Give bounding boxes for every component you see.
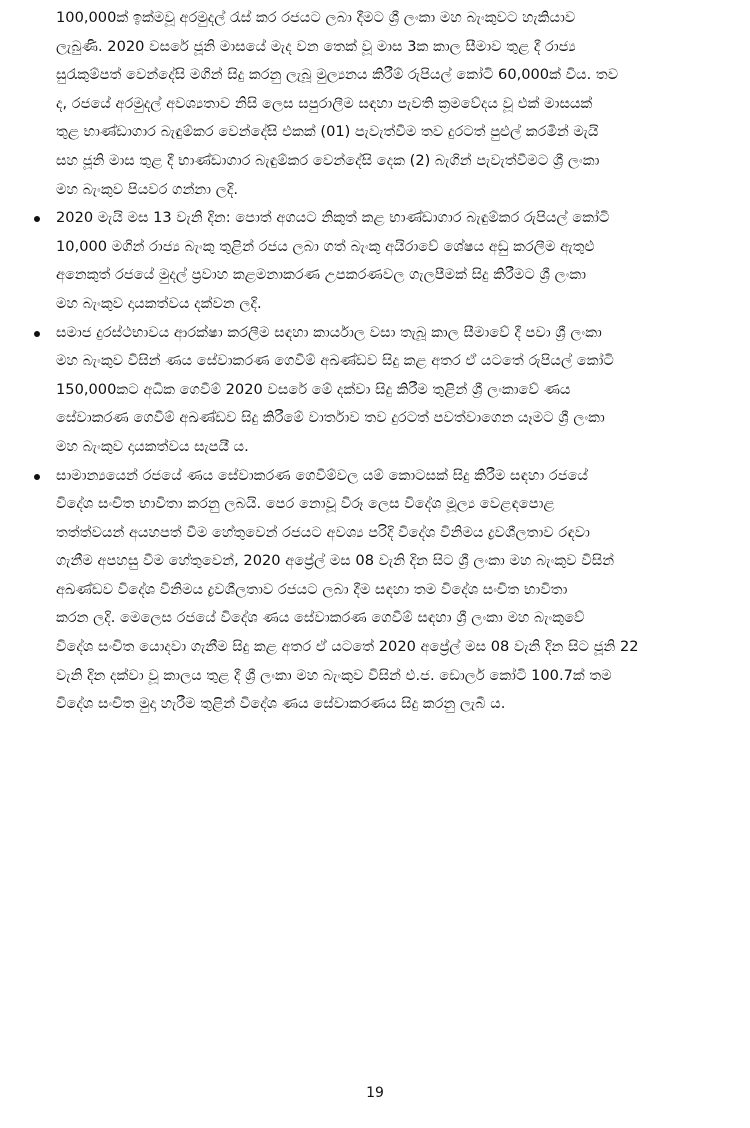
bullet-line: විදේශ සංචිත භාවිතා කරනු ලබයි. පෙර නොවූ විරූ ලෙස විදේශ මූල්‍ය වෙළඳපොළ [56,495,555,513]
bullet-item-1 [56,204,708,318]
bullet-line: තත්ත්වයන් අයහපත් වීම හේතුවෙන් රජයට අවශ්‍ය පරිදි විදේශ විනිමය ද්‍රවශීලතාව රඳවා [56,523,590,541]
bullet-icon [34,331,40,337]
bullet-line: 150,000කට අධික ගෙවීම් 2020 වසරේ මේ දක්වා සිදු කිරීම තුළින් ශ්‍රී ලංකාවේ ණය [56,380,571,398]
bullet-item-3 [56,462,708,719]
continued-paragraph [56,4,708,204]
paragraph-line: සුරැකුම්පත් වෙන්දේසි මගින් සිදු කරනු ලැබූ මුල්‍යනය කිරීම් රුපියල් කෝටි 60,000ක් විය. තව [56,66,619,84]
bullet-line: මහ බැංකුව විසින් ණය සේවාකරණ ගෙවීම් අඛණ්ඩව සිදු කළ අතර ඒ යටතේ රුපියල් කෝටි [56,352,614,370]
bullet-line: 2020 මැයි මස 13 වැනි දින: පොත් අගයට නිකුත් කළ භාණ්ඩාගාර බැඳුම්කර රුපියල් කෝටි [56,209,610,227]
bullet-line: සාමාන්‍යයෙන් රජයේ ණය සේවාකරණ ගෙවීම්වල යම් කොටසක් සිදු කිරීම සඳහා රජයේ [56,466,589,484]
paragraph-line: ලැබුණි. 2020 වසරේ ජූනි මාසයේ මැද වන තෙක් වූ මාස 3ක කාල සීමාව තුළ දී රාජ්‍ය [56,37,576,55]
page-number: 19 [366,1085,384,1101]
bullet-line: අඛණ්ඩව විදේශ විනිමය ද්‍රවශීලතාව රජයට ලබා දීම සඳහා තම විදේශ සංචිත භාවිතා [56,580,568,598]
paragraph-line: ද, රජයේ අරමුදල් අවශ්‍යතාව නිසි ලෙස සපුරාලීම සඳහා පැවති ක්‍රමවේදය වූ එක් මාසයක් [56,94,593,112]
bullet-line: විදේශ සංචිත යොදවා ගැනීම සිදු කළ අතර ඒ යටතේ 2020 අප්‍රේල් මස 08 වැනි දින සිට ජූනි 22 [56,638,639,656]
bullet-icon [34,216,40,222]
paragraph-line: සහ ජූනි මාස තුළ දී භාණ්ඩාගාර බැඳුම්කර වෙන්දේසි දෙක (2) බැගින් පැවැත්වීමට ශ්‍රී ලංකා [56,151,600,169]
bullet-line: ගැනීම අපහසු වීම හේතුවෙන්, 2020 අප්‍රේල් මස 08 වැනි දින සිට ශ්‍රී ලංකා මහ බැංකුව විසින් [56,552,615,570]
bullet-line: සමාජ දුරස්ථභාවය ආරක්ෂා කරලීම සඳහා කාර්යාල වසා තැබූ කාල සීමාවේ දී පවා ශ්‍රී ලංකා [56,323,602,341]
bullet-line: මහ බැංකුව දායකත්වය දක්වන ලදි. [56,294,262,312]
bullet-line: 10,000 මගින් රාජ්‍ය බැංකු තුළින් රජය ලබා ගත් බැංකු අයිරාවේ ශේෂය අඩු කරලීම ඇතුළු [56,237,595,255]
bullet-list [56,204,708,719]
bullet-line: සේවාකරණ ගෙවීම් අඛණ්ඩව සිදු කිරීමේ වාර්තාව තව දුරටත් පවත්වාගෙන යෑමට ශ්‍රී ලංකා [56,409,605,427]
bullet-item-2 [56,319,708,462]
bullet-icon [34,474,40,480]
paragraph-line: තුළ භාණ්ඩාගාර බැඳුම්කර වෙන්දේසි එකක් (01) පැවැත්වීම තව දුරටත් පුළුල් කරමින් මැයි [56,123,599,141]
bullet-line: විදේශ සංචිත මුදා හැරීම තුළින් විදේශ ණය සේවාකරණය සිදු කරනු ලැබී ය. [56,695,506,713]
paragraph-line: 100,000ක් ඉක්මවූ අරමුදල් රැස් කර රජයට ලබා දීමට ශ්‍රී ලංකා මහ බැංකුවට හැකියාව [56,9,576,26]
bullet-line: වැනි දින දක්වා වූ කාලය තුළ දී ශ්‍රී ලංකා මහ බැංකුව විසින් එ.ජ. ඩොලර් කෝටි 100.7ක් තම [56,666,612,684]
bullet-line: අනෙකුත් රජයේ මුදල් ප්‍රවාහ කළමනාකරණ උපකරණවල ගැලපීමක් සිදු කිරීමට ශ්‍රී ලංකා [56,266,587,284]
paragraph-line: මහ බැංකුව පියවර ගන්නා ලදි. [56,180,238,198]
bullet-line: කරන ලදි. මෙලෙස රජයේ විදේශ ණය සේවාකරණ ගෙවීම් සඳහා ශ්‍රී ලංකා මහ බැංකුවේ [56,609,585,627]
bullet-line: මහ බැංකුව දායකත්වය සැපයී ය. [56,437,249,455]
page-content [56,4,708,719]
